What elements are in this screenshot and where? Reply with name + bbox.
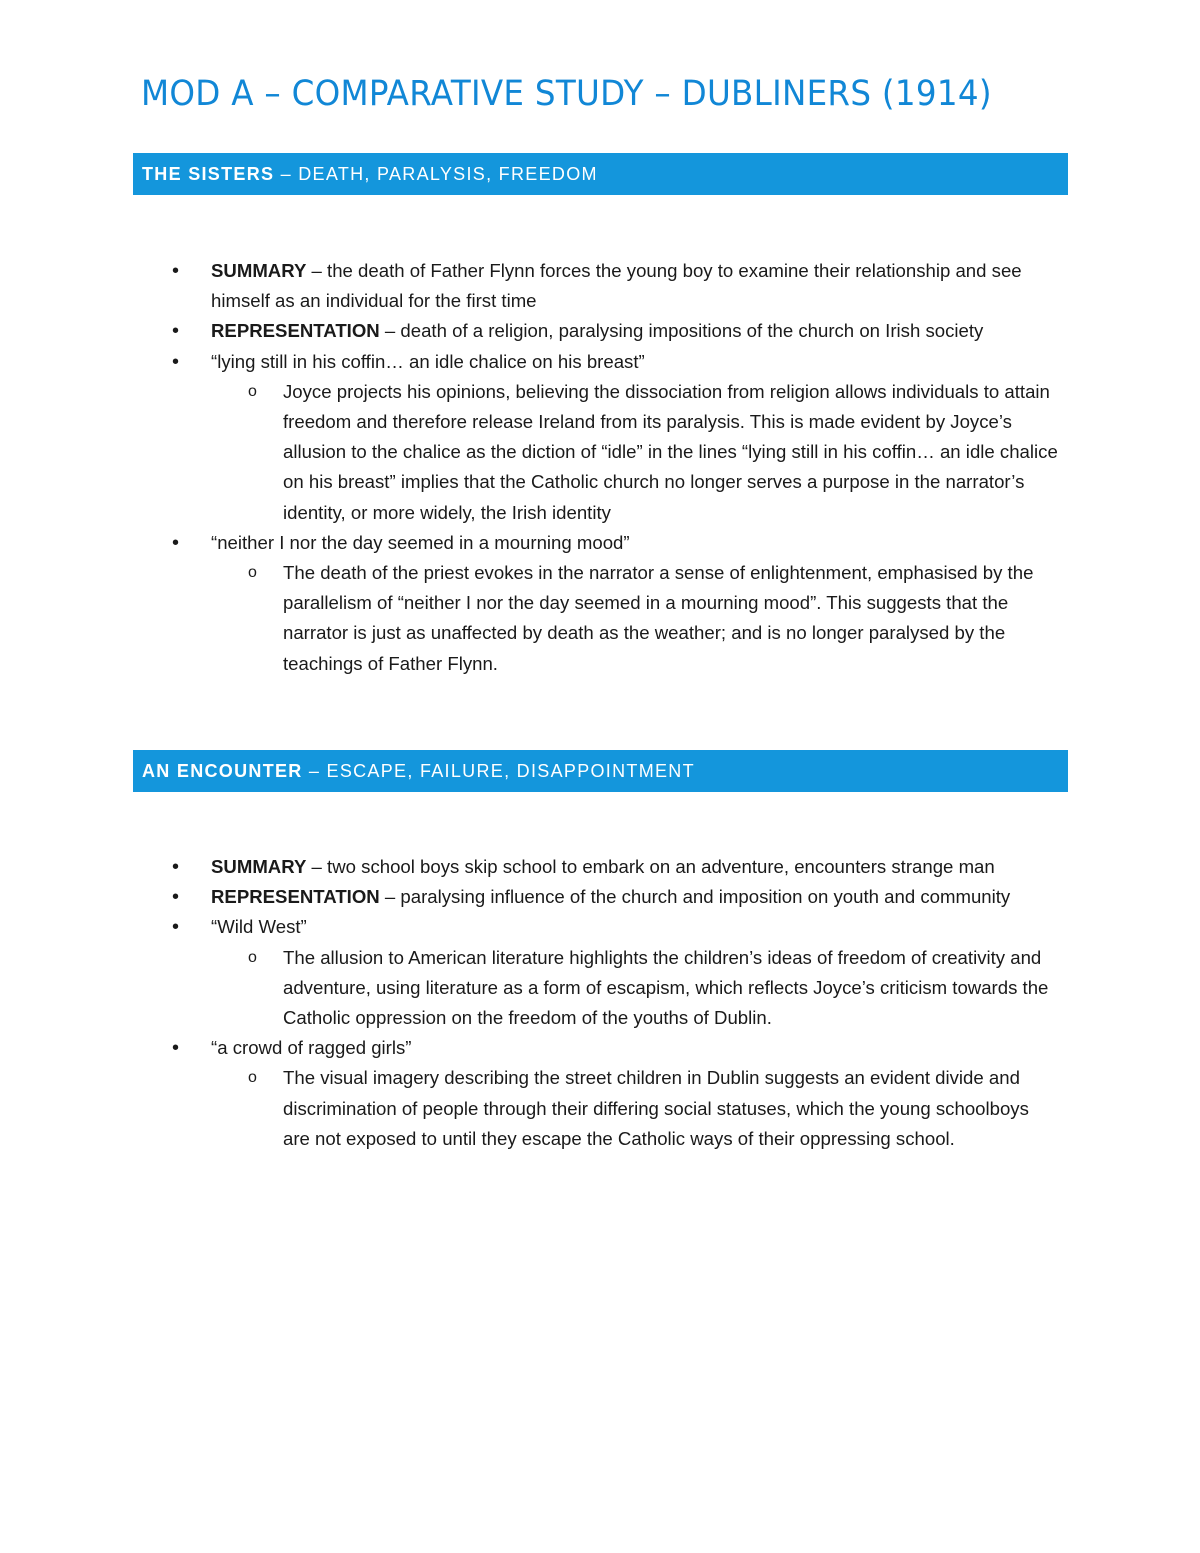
list-item-summary [160,852,1060,882]
quote-analysis: o The visual imagery describing the street children in Dublin suggests an evident divide and discrimination of people through their differing social statuses, which the young schoolboys are not exposed to until they escape the Catholic ways of their oppressing school. [211,1063,1060,1154]
quote-text: “Wild West” [211,916,307,938]
quote-text: “neither I nor the day seemed in a mourning mood” [211,531,630,553]
section-name: THE SISTERS [142,164,275,184]
representation-text: – paralysing influence of the church and imposition on youth and community [379,886,1011,908]
quote-analysis-list [211,1063,1060,1154]
quote-analysis: o The allusion to American literature highlights the children’s ideas of freedom of creativity and adventure, using literature as a form of escapism, which reflects Joyce’s criticism towards the Catholic oppression on the freedom of the youths of Dublin. [211,943,1060,1034]
section-header-the-sisters [133,153,1068,195]
section-themes: – ESCAPE, FAILURE, DISAPPOINTMENT [302,761,695,781]
representation-label: REPRESENTATION [211,886,380,908]
list-item-representation [160,316,1060,346]
summary-text: – the death of Father Flynn forces the young boy to examine their relationship and see himself as an individual for the first time [211,260,1022,312]
list-item-summary [160,256,1060,316]
list-item-quote [160,347,1060,528]
section-header-an-encounter [133,750,1068,792]
section-name: AN ENCOUNTER [142,761,303,781]
summary-text: – two school boys skip school to embark on an adventure, encounters strange man [306,856,995,877]
quote-text: “lying still in his coffin… an idle chalice on his breast” [211,350,645,372]
quote-analysis-list [211,377,1060,528]
quote-analysis: o The death of the priest evokes in the narrator a sense of enlightenment, emphasised by the parallelism of “neither I nor the day seemed in a mourning mood”. This suggests that the narrator is just as unaffected by death as the weather; and is no longer paralysed by the teachings of Father Flynn. [211,558,1060,679]
list-item-quote [160,912,1060,1033]
section-notes-an-encounter [160,852,1060,1154]
list-item-quote [160,528,1060,679]
quote-analysis-list [211,943,1060,1034]
representation-label: REPRESENTATION [211,320,380,342]
list-item-representation [160,882,1060,912]
list-item-quote [160,1033,1060,1154]
quote-text: “a crowd of ragged girls” [211,1037,412,1059]
section-themes: – DEATH, PARALYSIS, FREEDOM [274,164,598,184]
summary-label: SUMMARY [211,856,307,877]
quote-analysis: o Joyce projects his opinions, believing the dissociation from religion allows individuals to attain freedom and therefore release Ireland from its paralysis. This is made evident by Joyce’s allusion to the chalice as the diction of “idle” in the lines “lying still in his coffin… an idle chalice on his breast” implies that the Catholic church no longer serves a purpose in the narrator’s identity, or more widely, the Irish identity [211,377,1060,528]
summary-label: SUMMARY [211,260,307,281]
representation-text: – death of a religion, paralysing impositions of the church on Irish society [379,320,984,342]
section-notes-the-sisters [160,256,1060,679]
quote-analysis-list [211,558,1060,679]
document-title: MOD A – COMPARATIVE STUDY – DUBLINERS (1914) [141,74,992,114]
